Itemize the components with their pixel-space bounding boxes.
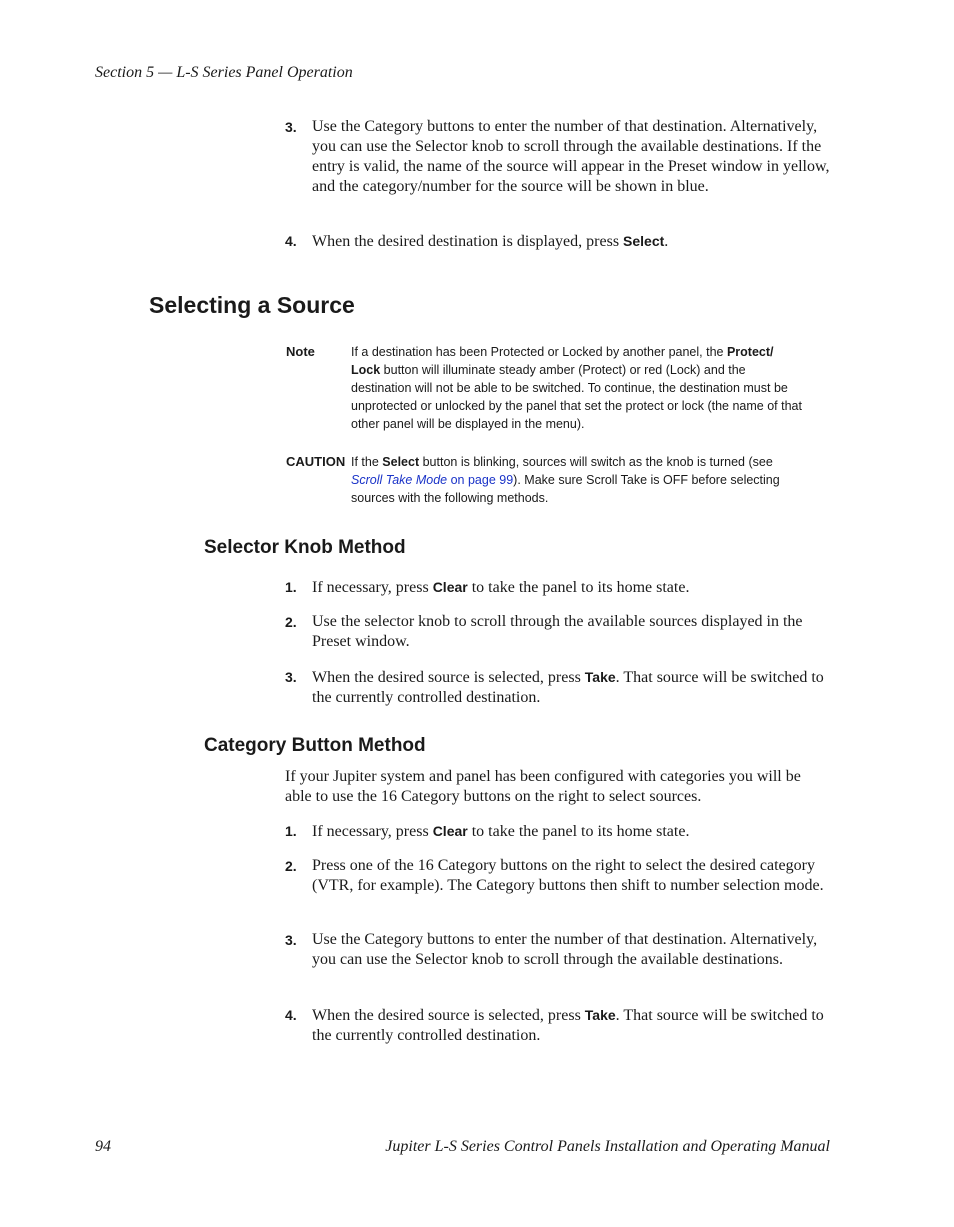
protect-lock-keyword: Protect/ Lock <box>351 345 774 377</box>
subheading-selector-knob-method: Selector Knob Method <box>204 537 406 558</box>
category-step-1 <box>285 821 830 842</box>
category-step-2 <box>285 856 830 896</box>
select-keyword: Select <box>382 455 420 469</box>
page-number: 94 <box>95 1138 111 1155</box>
subheading-category-button-method: Category Button Method <box>204 735 426 756</box>
section-heading-selecting-a-source: Selecting a Source <box>149 292 355 318</box>
step-number: 2. <box>285 614 297 630</box>
step-number: 3. <box>285 669 297 685</box>
step-text: When the desired destination is displayed, press Select. <box>312 233 669 250</box>
note-text: If a destination has been Protected or Locked by another panel, the Protect/ Lock button will illuminate steady amber (Protect) or red (Lock) and the destination will not be able to be switched. To continue, the destination must be unprotected or unlocked by the panel that set the protect or lock (the name of that other panel will be displayed in the menu). <box>351 345 802 431</box>
category-step-4 <box>285 1005 830 1046</box>
step-text: When the desired source is selected, press Take. That source will be switched to the currently controlled destination. <box>312 1007 824 1044</box>
caution-text: If the Select button is blinking, sources will switch as the knob is turned (see Scroll Take Mode on page 99). Make sure Scroll Take is OFF before selecting sources with the following methods. <box>351 455 780 505</box>
clear-keyword: Clear <box>432 579 468 595</box>
manual-title: Jupiter L-S Series Control Panels Installation and Operating Manual <box>385 1138 830 1155</box>
step-text: When the desired source is selected, press Take. That source will be switched to the currently controlled destination. <box>312 669 824 706</box>
knob-step-3 <box>285 667 830 708</box>
caution-label: CAUTION <box>286 454 346 469</box>
step-text: If necessary, press Clear to take the panel to its home state. <box>312 579 690 596</box>
select-keyword: Select <box>623 233 665 249</box>
note-label: Note <box>286 344 315 359</box>
step-number: 4. <box>285 233 297 249</box>
step-text: Press one of the 16 Category buttons on the right to select the desired category (VTR, for example). The Category buttons then shift to number selection mode. <box>312 857 824 894</box>
step-number: 2. <box>285 858 297 874</box>
take-keyword: Take <box>584 1007 616 1023</box>
step-number: 1. <box>285 823 297 839</box>
scroll-take-mode-link[interactable]: Scroll Take Mode on page 99 <box>351 473 514 487</box>
running-header: Section 5 — L-S Series Panel Operation <box>95 64 353 81</box>
step-number: 4. <box>285 1007 297 1023</box>
category-intro: If your Jupiter system and panel has been configured with categories you will be able to use the 16 Category buttons on the right to select sources. <box>285 768 801 805</box>
step-number: 3. <box>285 932 297 948</box>
step-number: 1. <box>285 579 297 595</box>
category-step-3 <box>285 930 830 970</box>
take-keyword: Take <box>584 669 616 685</box>
knob-step-1 <box>285 577 830 598</box>
step-text: Use the selector knob to scroll through the available sources displayed in the Preset window. <box>312 613 803 650</box>
step-4-top <box>285 231 830 252</box>
step-text: If necessary, press Clear to take the panel to its home state. <box>312 823 690 840</box>
step-text: Use the Category buttons to enter the number of that destination. Alternatively, you can use the Selector knob to scroll through the available destinations. <box>312 931 818 968</box>
knob-step-2 <box>285 612 830 652</box>
step-number: 3. <box>285 119 297 135</box>
clear-keyword: Clear <box>432 823 468 839</box>
step-3-top <box>285 117 830 197</box>
step-text: Use the Category buttons to enter the number of that destination. Alternatively, you can use the Selector knob to scroll through the available destinations. If the entry is valid, the name of the source will appear in the Preset window in yellow, and the category/number for the source will be shown in blue. <box>312 118 830 195</box>
